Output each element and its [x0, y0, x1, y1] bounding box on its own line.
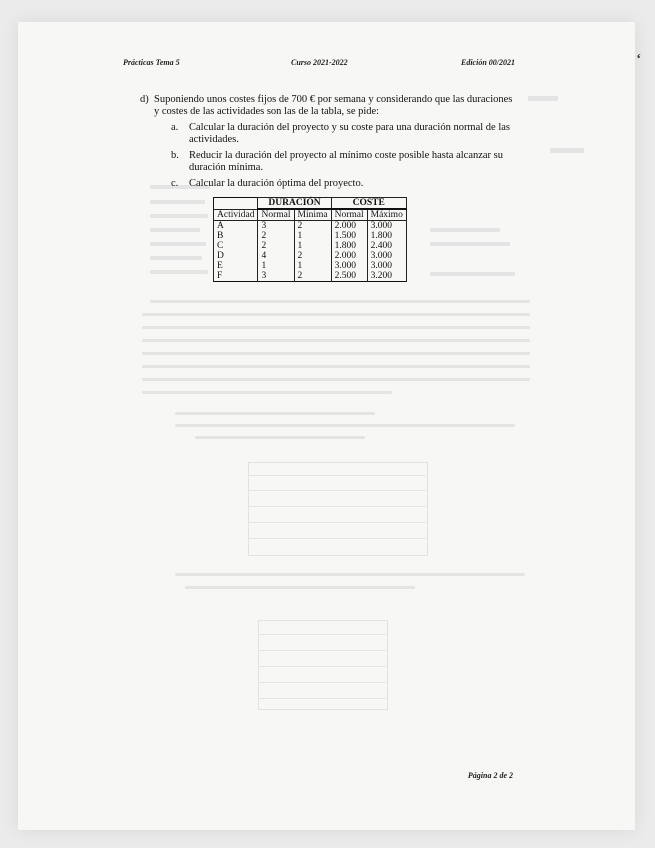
- question-items: [171, 122, 531, 194]
- scan-edge-mark: ʻ: [636, 52, 641, 67]
- question-label: d): [140, 94, 149, 105]
- item-text: Calcular la duración del proyecto y su coste para una duración normal de las actividades.: [189, 122, 511, 145]
- col-coste-maximo: Máximo: [367, 209, 406, 221]
- col-duracion-minima: Mínima: [294, 209, 331, 221]
- header-course-title: Prácticas Tema 5: [123, 58, 180, 67]
- table-row: F 3 2 2.500 3.200: [214, 271, 407, 282]
- question-intro: Suponiendo unos costes fijos de 700 € por semana y considerando que las duraciones y costes de las actividades son las de la tabla, se pide:: [154, 94, 513, 117]
- group-duracion: DURACIÓN: [258, 198, 331, 210]
- header-edition: Edición 00/2021: [460, 58, 515, 67]
- table-row: E 1 1 3.000 3.000: [214, 261, 407, 271]
- page-number: Página 2 de 2: [467, 771, 513, 780]
- col-coste-normal: Normal: [331, 209, 367, 221]
- table-header-row: [214, 209, 407, 221]
- activities-table: [213, 197, 407, 282]
- table-row: B 2 1 1.500 1.800: [214, 231, 407, 241]
- table-row: C 2 1 1.800 2.400: [214, 241, 407, 251]
- item-letter: b.: [171, 150, 179, 161]
- item-text: Reducir la duración del proyecto al mínimo coste posible hasta alcanzar su duración mínima.: [189, 150, 504, 173]
- col-duracion-normal: Normal: [258, 209, 294, 221]
- item-text: Calcular la duración óptima del proyecto.: [189, 178, 364, 189]
- item-letter: c.: [171, 178, 179, 189]
- group-coste: COSTE: [331, 198, 406, 210]
- table-row: D 4 2 2.000 3.000: [214, 251, 407, 261]
- col-actividad: Actividad: [214, 209, 258, 221]
- header-academic-year: Curso 2021-2022: [291, 58, 348, 67]
- question-d: [140, 94, 520, 118]
- question-item-b: [171, 150, 531, 174]
- table-row: A 3 2 2.000 3.000: [214, 221, 407, 232]
- table-group-header-row: [214, 198, 407, 210]
- question-item-a: [171, 122, 531, 146]
- question-item-c: [171, 178, 531, 190]
- item-letter: a.: [171, 122, 179, 133]
